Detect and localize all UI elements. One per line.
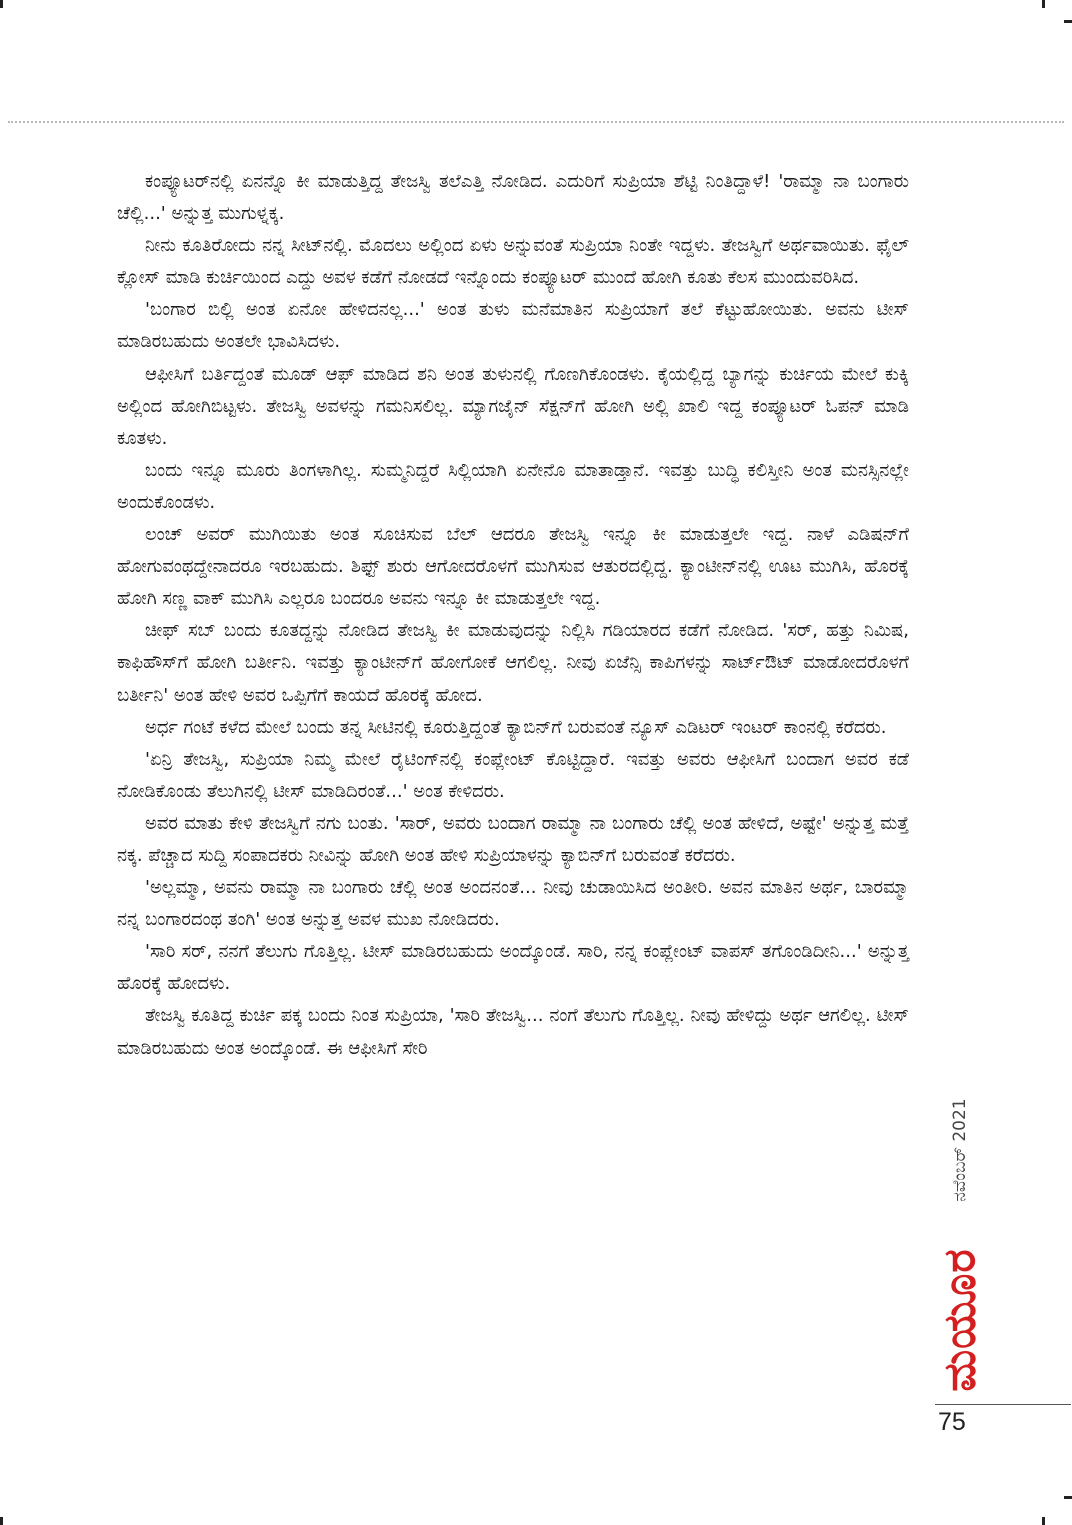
paragraph: ಲಂಚ್ ಅವರ್ ಮುಗಿಯಿತು ಅಂತ ಸೂಚಿಸುವ ಬೆಲ್ ಆದರೂ ತೇಜಸ್ವಿ ಇನ್ನೂ ಕೀ ಮಾಡುತ್ತಲೇ ಇದ್ದ. ನಾಳೆ ಎಡಿಷನ್‌ಗೆ ಹೋಗುವಂಥದ್ದೇನಾದರೂ ಇರಬಹುದು. ಶಿಫ್ಟ್ ಶುರು ಆಗೋದರೊಳಗೆ ಮುಗಿಸುವ ಆತುರದಲ್ಲಿದ್ದ. ಕ್ಯಾಂಟೀನ್‌ನಲ್ಲಿ ಊಟ ಮುಗಿಸಿ, ಹೊರಕ್ಕೆ ಹೋಗಿ ಸಣ್ಣ ವಾಕ್ ಮುಗಿಸಿ ಎಲ್ಲರೂ ಬಂದರೂ ಅವನು ಇನ್ನೂ ಕೀ ಮಾಡುತ್ತಲೇ ಇದ್ದ. xyxy=(117,524,909,610)
crop-mark-top-right xyxy=(1042,0,1045,8)
paragraph: ಅವರ ಮಾತು ಕೇಳಿ ತೇಜಸ್ವಿಗೆ ನಗು ಬಂತು. 'ಸಾರ್, ಅವರು ಬಂದಾಗ ರಾಮ್ಮಾ ನಾ ಬಂಗಾರು ಚೆಲ್ಲಿ ಅಂತ ಹೇಳಿದೆ, ಅಷ್ಟೇ' ಅನ್ನುತ್ತ ಮತ್ತೆ ನಕ್ಕ. ಪೆಚ್ಚಾದ ಸುದ್ದಿ ಸಂಪಾದಕರು ನೀವಿನ್ನು ಹೋಗಿ ಅಂತ ಹೇಳಿ ಸುಪ್ರಿಯಾಳನ್ನು ಕ್ಯಾಬಿನ್‌ಗೆ ಬರುವಂತೆ ಕರೆದರು. xyxy=(117,812,909,866)
paragraph: ಆಫೀಸಿಗೆ ಬರ್ತಿದ್ದಂತೆ ಮೂಡ್ ಆಫ್ ಮಾಡಿದ ಶನಿ ಅಂತ ತುಳುನಲ್ಲಿ ಗೊಣಗಿಕೊಂಡಳು. ಕೈಯಲ್ಲಿದ್ದ ಬ್ಯಾಗನ್ನು ಕುರ್ಚಿಯ ಮೇಲೆ ಕುಕ್ಕಿ ಅಲ್ಲಿಂದ ಹೋಗಿಬಿಟ್ಟಳು. ತೇಜಸ್ವಿ ಅವಳನ್ನು ಗಮನಿಸಲಿಲ್ಲ. ಮ್ಯಾಗಜೈನ್ ಸೆಕ್ಷನ್‌ಗೆ ಹೋಗಿ ಅಲ್ಲಿ ಖಾಲಿ ಇದ್ದ ಕಂಪ್ಯೂಟರ್ ಓಪನ್ ಮಾಡಿ ಕೂತಳು. xyxy=(117,363,909,449)
paragraph: ಬಂದು ಇನ್ನೂ ಮೂರು ತಿಂಗಳಾಗಿಲ್ಲ. ಸುಮ್ಮನಿದ್ದರೆ ಸಿಲ್ಲಿಯಾಗಿ ಏನೇನೊ ಮಾತಾಡ್ತಾನೆ. ಇವತ್ತು ಬುದ್ಧಿ ಕಲಿಸ್ತೀನಿ ಅಂತ ಮನಸ್ಸಿನಲ್ಲೇ ಅಂದುಕೊಂಡಳು. xyxy=(117,459,909,513)
crop-mark-right-lower xyxy=(1064,1496,1072,1499)
paragraph: ನೀನು ಕೂತಿರೋದು ನನ್ನ ಸೀಟ್‌ನಲ್ಲಿ. ಮೊದಲು ಅಲ್ಲಿಂದ ಏಳು ಅನ್ನುವಂತೆ ಸುಪ್ರಿಯಾ ನಿಂತೇ ಇದ್ದಳು. ತೇಜಸ್ವಿಗೆ ಅರ್ಥವಾಯಿತು. ಫೈಲ್ ಕ್ಲೋಸ್ ಮಾಡಿ ಕುರ್ಚಿಯಿಂದ ಎದ್ದು ಅವಳ ಕಡೆಗೆ ನೋಡದೆ ಇನ್ನೊಂದು ಕಂಪ್ಯೂಟರ್ ಮುಂದೆ ಹೋಗಿ ಕೂತು ಕೆಲಸ ಮುಂದುವರಿಸಿದ. xyxy=(117,235,909,289)
paragraph: 'ಸಾರಿ ಸರ್, ನನಗೆ ತೆಲುಗು ಗೊತ್ತಿಲ್ಲ. ಟೀಸ್ ಮಾಡಿರಬಹುದು ಅಂದ್ಕೊಂಡೆ. ಸಾರಿ, ನನ್ನ ಕಂಪ್ಲೇಂಟ್ ವಾಪಸ್ ತಗೊಂಡಿದೀನಿ...' ಅನ್ನುತ್ತ ಹೊರಕ್ಕೆ ಹೋದಳು. xyxy=(117,941,909,995)
page-number: 75 xyxy=(938,1408,966,1436)
magazine-logo: ಮಯೂರ xyxy=(934,1248,986,1392)
crop-mark-right-upper xyxy=(1064,20,1072,23)
header-dotted-rule xyxy=(8,121,1064,123)
issue-date: ನವೆಂಬರ್ 2021 xyxy=(950,1098,970,1202)
paragraph: 'ಅಲ್ಲಮ್ಮಾ, ಅವನು ರಾಮ್ಮಾ ನಾ ಬಂಗಾರು ಚೆಲ್ಲಿ ಅಂತ ಅಂದನಂತೆ... ನೀವು ಚುಡಾಯಿಸಿದ ಅಂತೀರಿ. ಅವನ ಮಾತಿನ ಅರ್ಥ, ಬಾರಮ್ಮಾ ನನ್ನ ಬಂಗಾರದಂಥ ತಂಗಿ' ಅಂತ ಅನ್ನುತ್ತ ಅವಳ ಮುಖ ನೋಡಿದರು. xyxy=(117,877,909,931)
crop-mark-bottom-right xyxy=(1042,1517,1045,1525)
paragraph: ಕಂಪ್ಯೂಟರ್‌ನಲ್ಲಿ ಏನನ್ನೊ ಕೀ ಮಾಡುತ್ತಿದ್ದ ತೇಜಸ್ವಿ ತಲೆಎತ್ತಿ ನೋಡಿದ. ಎದುರಿಗೆ ಸುಪ್ರಿಯಾ ಶೆಟ್ಟಿ ನಿಂತಿದ್ದಾಳೆ! 'ರಾಮ್ಮಾ ನಾ ಬಂಗಾರು ಚೆಲ್ಲಿ...' ಅನ್ನುತ್ತ ಮುಗುಳ್ನಕ್ಕ. xyxy=(117,171,909,225)
paragraph: 'ಏನ್ರಿ ತೇಜಸ್ವಿ, ಸುಪ್ರಿಯಾ ನಿಮ್ಮ ಮೇಲೆ ರೈಟಿಂಗ್‌ನಲ್ಲಿ ಕಂಪ್ಲೇಂಟ್ ಕೊಟ್ಟಿದ್ದಾರೆ. ಇವತ್ತು ಅವರು ಆಫೀಸಿಗೆ ಬಂದಾಗ ಅವರ ಕಡೆ ನೋಡಿಕೊಂಡು ತೆಲುಗಿನಲ್ಲಿ ಟೀಸ್ ಮಾಡಿದಿರಂತೆ...' ಅಂತ ಕೇಳಿದರು. xyxy=(117,748,909,802)
paragraph: ತೇಜಸ್ವಿ ಕೂತಿದ್ದ ಕುರ್ಚಿ ಪಕ್ಕ ಬಂದು ನಿಂತ ಸುಪ್ರಿಯಾ, 'ಸಾರಿ ತೇಜಸ್ವಿ... ನಂಗೆ ತೆಲುಗು ಗೊತ್ತಿಲ್ಲ. ನೀವು ಹೇಳಿದ್ದು ಅರ್ಥ ಆಗಲಿಲ್ಲ. ಟೀಸ್ ಮಾಡಿರಬಹುದು ಅಂತ ಅಂದ್ಕೊಂಡೆ. ಈ ಆಫೀಸಿಗೆ ಸೇರಿ xyxy=(117,1005,909,1059)
paragraph: ಅರ್ಧ ಗಂಟೆ ಕಳೆದ ಮೇಲೆ ಬಂದು ತನ್ನ ಸೀಟಿನಲ್ಲಿ ಕೂರುತ್ತಿದ್ದಂತೆ ಕ್ಯಾಬಿನ್‌ಗೆ ಬರುವಂತೆ ನ್ಯೂಸ್ ಎಡಿಟರ್ ಇಂಟರ್ ಕಾಂನಲ್ಲಿ ಕರೆದರು. xyxy=(145,716,887,738)
crop-mark-bottom-left xyxy=(0,1517,3,1525)
article-body xyxy=(117,166,909,1065)
paragraph: ಚೀಫ್ ಸಬ್ ಬಂದು ಕೂತದ್ದನ್ನು ನೋಡಿದ ತೇಜಸ್ವಿ ಕೀ ಮಾಡುವುದನ್ನು ನಿಲ್ಲಿಸಿ ಗಡಿಯಾರದ ಕಡೆಗೆ ನೋಡಿದ. 'ಸರ್, ಹತ್ತು ನಿಮಿಷ, ಕಾಫಿಹೌಸ್‌ಗೆ ಹೋಗಿ ಬರ್ತೀನಿ. ಇವತ್ತು ಕ್ಯಾಂಟೀನ್‌ಗೆ ಹೋಗೋಕೆ ಆಗಲಿಲ್ಲ. ನೀವು ಏಜೆನ್ಸಿ ಕಾಪಿಗಳನ್ನು ಸಾರ್ಟ್‌ಔಟ್ ಮಾಡೋದರೊಳಗೆ ಬರ್ತೀನಿ' ಅಂತ ಹೇಳಿ ಅವರ ಒಪ್ಪಿಗೆಗೆ ಕಾಯದೆ ಹೊರಕ್ಕೆ ಹೋದ. xyxy=(117,620,909,706)
footer-rule xyxy=(935,1404,1071,1405)
crop-mark-top-left xyxy=(0,0,3,8)
paragraph: 'ಬಂಗಾರ ಬಿಲ್ಲಿ ಅಂತ ಏನೋ ಹೇಳಿದನಲ್ಲ...' ಅಂತ ತುಳು ಮನೆಮಾತಿನ ಸುಪ್ರಿಯಾಗೆ ತಲೆ ಕೆಟ್ಟುಹೋಯಿತು. ಅವನು ಟೀಸ್ ಮಾಡಿರಬಹುದು ಅಂತಲೇ ಭಾವಿಸಿದಳು. xyxy=(117,299,909,353)
